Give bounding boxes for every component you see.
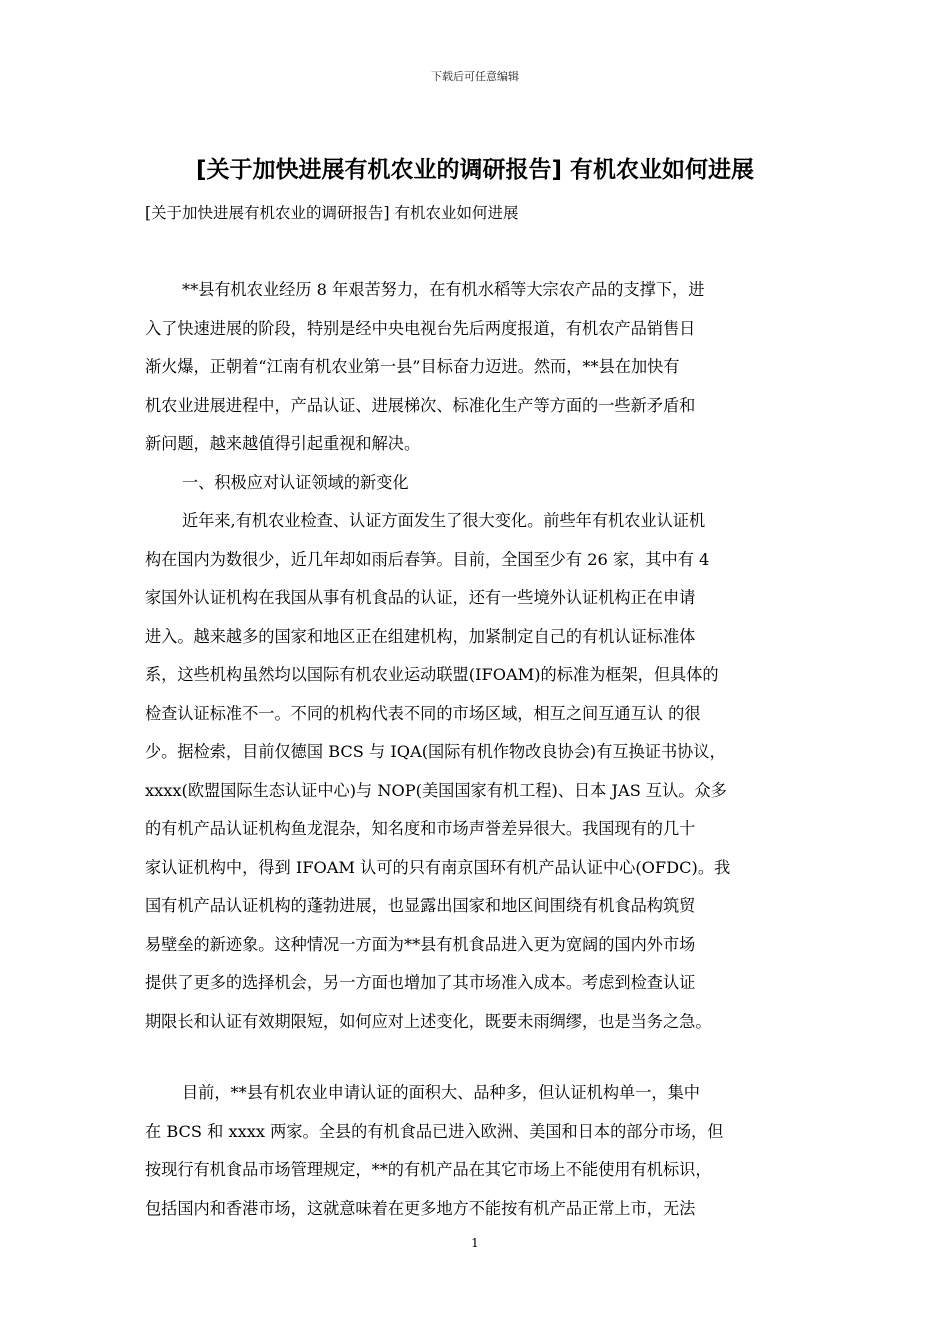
text-line: 入了快速进展的阶段，特别是经中央电视台先后两度报道，有机农产品销售日	[145, 318, 696, 338]
text-line: 期限长和认证有效期限短，如何应对上述变化，既要未雨绸缪，也是当务之急。	[145, 1011, 712, 1031]
text-line: 包括国内和香港市场，这就意味着在更多地方不能按有机产品正常上市，无法	[145, 1198, 696, 1218]
text-line: 系，这些机构虽然均以国际有机农业运动联盟(IFOAM)的标准为框架，但具体的	[145, 665, 719, 684]
document-subtitle: [关于加快进展有机农业的调研报告] 有机农业如何进展	[145, 204, 519, 222]
text-line: 国有机产品认证机构的蓬勃进展，也显露出国家和地区间围绕有机食品构筑贸	[145, 896, 696, 915]
text-line: xxxx(欧盟国际生态认证中心)与 NOP(美国国家有机工程)、日本 JAS 互认。众多	[145, 780, 727, 800]
text-line: 目前，**县有机农业申请认证的面积大、品种多，但认证机构单一，集中	[182, 1083, 700, 1102]
text-line: 渐火爆，正朝着“江南有机农业第一县”目标奋力迈进。然而，**县在加快有	[145, 357, 680, 376]
text-line: 家认证机构中，得到 IFOAM 认可的只有南京国环有机产品认证中心(OFDC)。我	[145, 857, 731, 877]
text-line: 少。据检索，目前仅德国 BCS 与 IQA(国际有机作物改良协会)有互换证书协议，	[145, 742, 726, 761]
section-heading: 一、积极应对认证领域的新变化	[182, 472, 409, 492]
text-line: **县有机农业经历 8 年艰苦努力，在有机水稻等大宗农产品的支撑下，进	[182, 280, 705, 299]
text-line: 提供了更多的选择机会，另一方面也增加了其市场准入成本。考虑到检查认证	[145, 973, 696, 992]
text-line: 检查认证标准不一。不同的机构代表不同的市场区域，相互之间互通互认 的很	[145, 703, 701, 723]
text-line: 按现行有机食品市场管理规定，**的有机产品在其它市场上不能使用有机标识，	[145, 1160, 712, 1179]
document-title: [关于加快进展有机农业的调研报告] 有机农业如何进展	[195, 157, 755, 183]
text-line: 进入。越来越多的国家和地区正在组建机构，加紧制定自己的有机认证标准体	[145, 626, 696, 646]
text-line: 构在国内为数很少，近几年却如雨后春笋。目前，全国至少有 26 家，其中有 4	[145, 549, 710, 569]
page-header: 下载后可任意编辑	[431, 70, 519, 83]
text-line: 的有机产品认证机构鱼龙混杂，知名度和市场声誉差异很大。我国现有的几十	[145, 819, 696, 838]
paragraph-gap	[145, 1041, 817, 1074]
text-line: 在 BCS 和 xxxx 两家。全县的有机食品已进入欧洲、美国和日本的部分市场，但	[145, 1121, 724, 1141]
text-line: 家国外认证机构在我国从事有机食品的认证，还有一些境外认证机构正在申请	[145, 588, 696, 607]
page-number: 1	[471, 1236, 479, 1250]
text-line: 近年来,有机农业检查、认证方面发生了很大变化。前些年有机农业认证机	[182, 511, 706, 530]
text-line: 机农业进展进程中，产品认证、进展梯次、标准化生产等方面的一些新矛盾和	[145, 395, 696, 415]
document-body	[145, 271, 817, 1228]
text-line: 新问题，越来越值得引起重视和解决。	[145, 434, 421, 453]
text-line: 易壁垒的新迹象。这种情况一方面为**县有机食品进入更为宽阔的国内外市场	[145, 934, 696, 954]
